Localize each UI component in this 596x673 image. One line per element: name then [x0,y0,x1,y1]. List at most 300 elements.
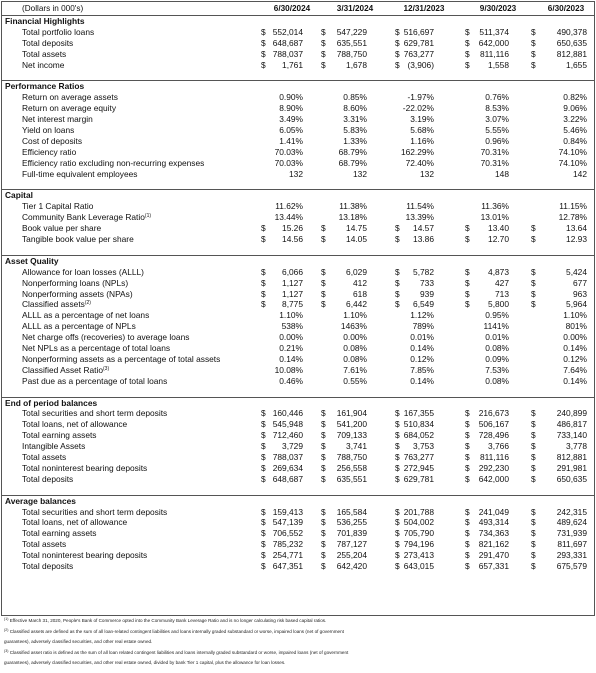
dollar-sign: $ [531,419,536,430]
table-cell: 216,673 [478,408,509,419]
table-cell: 72.40% [405,157,434,168]
table-cell: 0.90% [279,92,303,103]
table-cell: 493,314 [478,517,509,528]
row-label-text: Net income [22,59,65,70]
row-label-text: Tier 1 Capital Ratio [22,201,94,212]
table-cell: 647,351 [272,561,303,571]
footnote-number: (2) [4,627,9,632]
row-label [22,278,128,289]
dollar-sign: $ [465,408,470,419]
table-cell: 511,374 [479,26,509,37]
table-cell: 516,697 [403,26,434,37]
dollar-sign: $ [395,528,400,539]
row-label [22,507,167,518]
table-cell: 684,052 [403,430,434,441]
dollar-sign: $ [321,266,326,277]
row-label [22,60,64,71]
table-cell: 255,204 [336,550,367,561]
dollar-sign: $ [465,550,470,561]
row-label [22,321,136,332]
dollar-sign: $ [531,234,536,244]
table-cell: 733 [420,277,434,288]
table-cell: 8.90% [279,103,303,114]
footnote-text: guarantees), adversely classified securities, and other real estate owned, divided by bank Tier 1 capital, plus the allowance for loan losses. [4,660,286,666]
table-cell: 709,133 [336,430,367,441]
dollar-sign: $ [321,430,326,441]
table-cell: 788,750 [336,452,367,462]
table-cell: 68.79% [338,157,367,168]
dollar-sign: $ [321,277,326,288]
table-cell: 11.36% [481,201,509,212]
dollar-sign: $ [465,223,470,234]
row-label [22,103,116,114]
dollar-sign: $ [321,48,326,59]
row-label [22,169,137,180]
table-cell: 162.29% [400,146,434,157]
row-label-text: Return on average assets [22,92,118,103]
column-header: 6/30/2023 [547,4,585,13]
row-label-text: Past due as a percentage of total loans [22,375,168,386]
dollar-sign: $ [465,561,470,571]
table-cell: 787,127 [336,539,367,550]
dollar-sign: $ [531,473,536,484]
section-title: Performance Ratios [5,81,85,92]
table-cell: 11.54% [406,201,434,212]
row-label [22,517,127,528]
table-cell: 6,442 [346,299,367,310]
table-cell: 5,800 [488,299,509,310]
dollar-sign: $ [321,550,326,561]
dollar-sign: $ [531,277,536,288]
row-label [22,474,73,485]
table-cell: 5,964 [566,299,587,310]
table-cell: 677 [573,277,587,288]
dollar-sign: $ [465,266,470,277]
row-label [22,408,167,419]
table-cell: 160,446 [272,408,303,419]
dollar-sign: $ [465,517,470,528]
dollar-sign: $ [531,550,536,561]
table-cell: 728,496 [478,430,509,441]
table-cell: 14.75 [346,223,367,234]
table-cell: 7.61% [343,364,367,375]
table-cell: 0.09% [485,353,509,364]
table-cell: 0.76% [485,92,509,103]
dollar-sign: $ [321,288,326,299]
dollar-sign: $ [531,37,536,48]
dollar-sign: $ [465,299,470,310]
table-cell: 427 [495,277,509,288]
table-cell: 811,697 [557,539,587,550]
table-cell: 545,948 [272,419,303,430]
row-label [22,289,133,300]
table-cell: 13.64 [566,223,587,234]
dollar-sign: $ [395,223,400,234]
table-cell: 3,778 [566,441,587,452]
dollar-sign: $ [261,506,266,517]
dollar-sign: $ [465,441,470,452]
table-cell: 8,775 [282,299,303,310]
table-cell: 0.00% [343,332,367,343]
dollar-sign: $ [531,441,536,452]
footnote-number: (3) [4,648,9,653]
table-cell: 490,378 [556,26,587,37]
table-cell: 642,000 [478,37,509,48]
dollar-sign: $ [465,26,470,37]
dollar-sign: $ [261,473,266,484]
row-label [22,430,97,441]
table-cell: 10.08% [274,364,303,375]
table-cell: -1.97% [407,92,434,103]
table-cell: 256,558 [336,462,367,473]
dollar-sign: $ [531,288,536,299]
table-cell: 15.26 [282,223,303,234]
table-cell: 12.78% [558,212,587,223]
table-cell: 272,945 [403,462,434,473]
table-cell: 3.31% [343,114,367,125]
section-title: Asset Quality [5,255,59,266]
table-cell: 536,255 [336,517,367,528]
table-cell: 4,873 [488,266,509,277]
dollar-sign: $ [395,277,400,288]
row-label-text: Nonperforming loans (NPLs) [22,277,129,288]
section-divider [1,255,595,256]
table-cell: 293,331 [556,550,587,561]
dollar-sign: $ [321,234,326,244]
row-label-text: Book value per share [22,223,102,234]
table-cell: 486,817 [556,419,587,430]
row-label-text: Efficiency ratio [22,146,77,157]
dollar-sign: $ [395,430,400,441]
table-cell: 0.46% [279,375,303,386]
table-cell: 0.01% [410,332,434,343]
table-cell: 5.55% [485,125,509,135]
row-label-text: Yield on loans [22,125,75,135]
dollar-sign: $ [395,266,400,277]
footnote-marker: (1) [144,213,152,220]
dollar-sign: $ [395,506,400,517]
footnote [4,639,152,645]
table-cell: 650,635 [556,37,587,48]
table-cell: 1.16% [410,135,434,146]
row-label-text: Total earning assets [22,430,97,441]
dollar-sign: $ [531,299,536,310]
table-cell: 132 [420,168,434,179]
table-cell: 648,687 [272,473,303,484]
table-cell: 6,066 [282,266,303,277]
row-label-text: Total assets [22,539,67,550]
row-label-text: Total assets [22,48,67,59]
row-label [22,441,85,452]
row-label-text: Nonperforming assets as a percentage of total assets [22,353,221,364]
row-label-text: Total portfolio loans [22,26,95,37]
dollar-sign: $ [531,266,536,277]
table-cell: 1,678 [346,59,367,70]
row-label [22,234,134,245]
table-cell: 785,232 [272,539,303,550]
table-cell: 801% [565,321,587,332]
row-label [22,365,109,376]
table-cell: 713 [495,288,509,299]
dollar-sign: $ [465,59,470,70]
dollar-sign: $ [531,408,536,419]
table-cell: 3,753 [413,441,434,452]
row-label [22,136,82,147]
dollar-sign: $ [261,37,266,48]
dollar-sign: $ [465,277,470,288]
dollar-sign: $ [395,539,400,550]
row-label-text: Full-time equivalent employees [22,168,138,179]
footnote-number: (1) [4,617,9,621]
table-cell: 11.38% [339,201,367,212]
footnote-text: Effective March 31, 2020, People's Bank of Commerce opted into the Community Bank Leverage Ratio and is no longer calculating risk based capital ratios. [9,618,327,623]
dollar-sign: $ [465,37,470,48]
table-cell: 201,788 [403,506,434,517]
table-cell: 510,834 [403,419,434,430]
row-label [22,452,66,463]
table-cell: 635,551 [336,37,367,48]
table-cell: 3.22% [563,114,587,125]
dollar-sign: $ [395,48,400,59]
table-cell: 1.41% [279,135,303,146]
dollar-sign: $ [395,473,400,484]
dollar-sign: $ [261,550,266,561]
dollar-sign: $ [395,419,400,430]
dollar-sign: $ [321,59,326,70]
table-cell: 6.05% [279,125,303,135]
dollar-sign: $ [465,419,470,430]
row-label [22,201,93,212]
dollar-sign: $ [261,59,266,70]
table-cell: 0.82% [563,92,587,103]
table-cell: 547,229 [336,26,367,37]
dollar-sign: $ [261,48,266,59]
table-cell: 0.96% [485,135,509,146]
dollar-sign: $ [321,419,326,430]
table-cell: 821,162 [478,539,509,550]
table-cell: 0.14% [563,343,587,353]
table-cell: 11.15% [559,201,587,212]
table-cell: 0.12% [563,353,587,364]
table-cell: 9.06% [563,103,587,114]
table-cell: 0.00% [279,332,303,343]
section-title: Average balances [5,495,76,506]
dollar-sign: $ [395,26,400,37]
dollar-sign: $ [465,462,470,473]
table-cell: 789% [412,321,434,332]
table-cell: 254,771 [272,550,303,561]
table-cell: 13.18% [338,212,367,223]
row-label-text: Net NPLs as a percentage of total loans [22,343,171,353]
table-cell: 241,049 [478,506,509,517]
table-cell: 763,277 [403,48,434,59]
row-label-text: Total deposits [22,561,74,571]
footnote-text: Classified assets are defined as the sum of all loan-related contingent liabilities and loans internally graded substandard or worse, impaired loans (net of government [9,628,344,634]
dollar-sign: $ [395,561,400,571]
table-cell: 0.01% [485,332,509,343]
column-header: 12/31/2023 [403,4,445,13]
table-cell: 159,413 [272,506,303,517]
row-label-text: Total loans, net of allowance [22,419,128,430]
dollar-sign: $ [531,462,536,473]
dollar-sign: $ [261,528,266,539]
dollar-sign: $ [321,462,326,473]
table-cell: 731,939 [556,528,587,539]
footnote [4,660,285,666]
table-cell: 0.84% [563,135,587,146]
dollar-sign: $ [531,48,536,59]
table-cell: 705,790 [403,528,434,539]
table-cell: 1141% [483,321,509,332]
row-label [22,212,151,223]
table-cell: 812,881 [556,48,587,59]
column-header: 6/30/2024 [273,4,311,13]
table-cell: 74.10% [558,157,587,168]
row-label [22,332,189,343]
table-cell: 635,551 [336,473,367,484]
dollar-sign: $ [465,506,470,517]
table-cell: 547,139 [272,517,303,528]
row-label-text: Total deposits [22,473,74,484]
dollar-sign: $ [531,528,536,539]
table-cell: 706,552 [272,528,303,539]
table-cell: 794,196 [403,539,434,550]
table-cell: 132 [289,168,303,179]
dollar-sign: $ [531,430,536,441]
table-cell: 269,634 [272,462,303,473]
table-cell: 939 [420,288,434,299]
dollar-sign: $ [395,299,400,310]
table-cell: 5.68% [410,125,434,135]
row-label [22,158,204,169]
dollar-sign: $ [321,408,326,419]
dollar-sign: $ [395,288,400,299]
dollar-sign: $ [261,234,266,244]
row-label [22,92,118,103]
row-label-text: Intangible Assets [22,441,86,452]
row-label-text: Total earning assets [22,528,97,539]
dollar-sign: $ [321,528,326,539]
table-cell: 763,277 [403,452,434,462]
table-cell: 292,230 [478,462,509,473]
row-label-text: ALLL as a percentage of net loans [22,310,150,321]
table-cell: 7.53% [485,364,509,375]
row-label [22,463,147,474]
table-cell: 74.10% [558,146,587,157]
row-label-text: Classified Asset Ratio [22,364,103,375]
table-cell: 14.57 [413,223,434,234]
dollar-sign: $ [261,419,266,430]
table-cell: 14.56 [282,234,303,244]
table-cell: 0.55% [343,375,367,386]
table-cell: 0.14% [279,353,303,364]
dollar-sign: $ [465,528,470,539]
table-cell: 7.85% [410,364,434,375]
table-cell: 70.03% [274,146,303,157]
dollar-sign: $ [261,441,266,452]
row-label-text: Total securities and short term deposits [22,408,168,419]
table-cell: 3,741 [346,441,367,452]
dollar-sign: $ [261,430,266,441]
table-cell: 13.39% [405,212,434,223]
dollar-sign: $ [531,561,536,571]
table-cell: 1.10% [279,310,303,321]
table-cell: 0.85% [343,92,367,103]
table-cell: 1.12% [410,310,434,321]
table-cell: 733,140 [556,430,587,441]
table-cell: 788,750 [336,48,367,59]
column-header: 3/31/2024 [336,4,374,13]
dollar-sign: $ [465,48,470,59]
table-cell: 541,200 [336,419,367,430]
row-label [22,343,170,354]
dollar-sign: $ [261,299,266,310]
dollar-sign: $ [531,26,536,37]
footnote-text: guarantees), adversely classified securities, and other real estate owned. [4,639,153,645]
unit-label: (Dollars in 000's) [22,4,84,13]
table-cell: 0.08% [343,353,367,364]
row-label [22,38,73,49]
dollar-sign: $ [321,473,326,484]
dollar-sign: $ [465,288,470,299]
table-cell: 552,014 [272,26,303,37]
dollar-sign: $ [321,37,326,48]
column-header: 9/30/2023 [479,4,517,13]
row-label-text: Total assets [22,452,67,462]
row-label-text: ALLL as a percentage of NPLs [22,321,136,332]
table-cell: 0.08% [485,375,509,386]
table-cell: 165,584 [336,506,367,517]
table-cell: 70.31% [480,157,509,168]
row-label [22,310,149,321]
table-cell: 648,687 [272,37,303,48]
dollar-sign: $ [261,539,266,550]
row-label-text: Total noninterest bearing deposits [22,550,148,561]
table-cell: (3,906) [407,59,434,70]
dollar-sign: $ [465,452,470,462]
table-cell: 273,413 [403,550,434,561]
table-cell: 5,782 [413,266,434,277]
table-cell: 291,470 [478,550,509,561]
footnote [4,618,326,624]
dollar-sign: $ [531,59,536,70]
table-cell: 504,002 [403,517,434,528]
table-cell: 240,899 [556,408,587,419]
dollar-sign: $ [261,277,266,288]
row-label-text: Total loans, net of allowance [22,517,128,528]
dollar-sign: $ [321,539,326,550]
table-cell: 6,029 [346,266,367,277]
row-label-text: Total deposits [22,37,74,48]
table-cell: 13.86 [413,234,434,244]
table-cell: 629,781 [403,473,434,484]
dollar-sign: $ [531,517,536,528]
section-divider [1,495,595,496]
dollar-sign: $ [395,59,400,70]
row-label-text: Efficiency ratio excluding non-recurring expenses [22,157,205,168]
table-cell: 3,766 [488,441,509,452]
table-cell: 0.21% [279,343,303,353]
row-label [22,419,127,430]
section-divider [1,189,595,190]
table-cell: 3.19% [410,114,434,125]
table-cell: 6,549 [413,299,434,310]
table-cell: 161,904 [336,408,367,419]
dollar-sign: $ [531,452,536,462]
row-label [22,223,101,234]
footnote-text: Classified asset ratio is defined as the sum of all loan related contingent liabilities and loans internally graded substandard or worse, impaired loans (net of government [9,649,349,655]
row-label-text: Return on average equity [22,103,117,114]
